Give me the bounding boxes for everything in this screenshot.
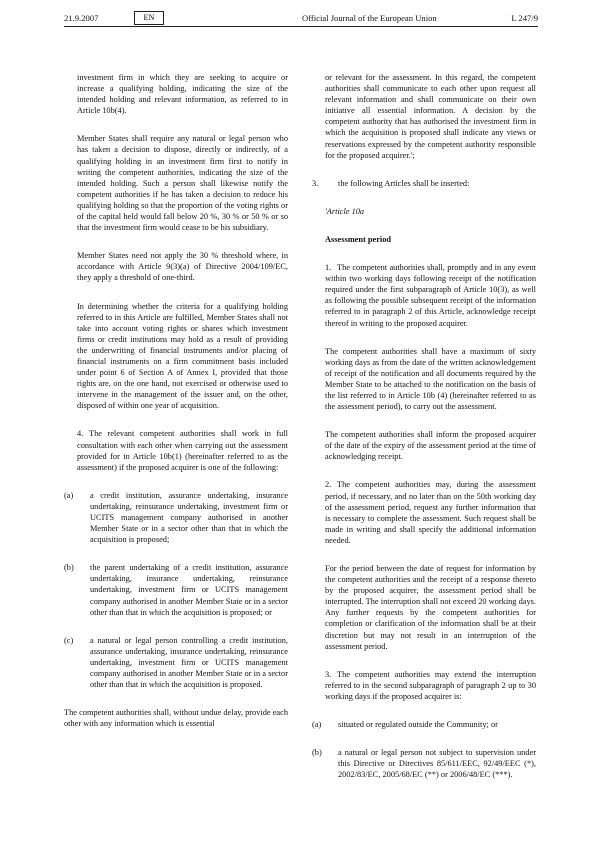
- list-item-label: (a): [312, 720, 322, 730]
- paragraph: For the period between the date of request for information by the competent authorities and the receipt of a response thereto by the proposed acquirer, the assessment period shall be interrupted. The interruption shall not exceed 20 working days. Any further requests by the competent authorities for completion or clarification of the information shall be at their discretion but may not result in an interruption of the assessment period.: [325, 564, 536, 651]
- numbered-paragraph: [325, 479, 536, 546]
- paragraph: The competent authorities shall have a maximum of sixty working days as from the date of the written acknowledgement of receipt of the notification and all documents required by the Member State to be attached to the notification on the basis of the list referred to in Article 10b (4) (hereinafter referred to as the assessment period), to carry out the assessment.: [325, 346, 536, 412]
- paragraph: In determining whether the criteria for a qualifying holding referred to in this Article are fulfilled, Member States shall not take into account voting rights or shares which investment firms or credit institutions may hold as a result of providing the underwriting of financial instruments and/or placing of financial instruments on a firm commitment basis included under point 6 of Section A of Annex I, provided that those rights are, on the one hand, not exercised or otherwise used to intervene in the management of the issuer and, on the other, disposed of within one year of acquisition.: [77, 301, 288, 411]
- list-item: [312, 747, 536, 780]
- amendment-item: [312, 178, 536, 189]
- section-heading: Assessment period: [325, 234, 392, 244]
- paragraph-text: The relevant competent authorities shall work in full consultation with each other when carrying out the assessment provided for in Article 10b(1) (hereinafter referred to as the assessment) if the proposed acquirer is one of the following:: [77, 429, 288, 472]
- paragraph: investment firm in which they are seeking to acquire or increase a qualifying holding, indicating the size of the intended holding and relevant information, as referred to in Article 10b(4).: [77, 73, 288, 116]
- list-item: [64, 490, 288, 545]
- article-heading: 'Article 10a: [325, 206, 365, 216]
- right-column: [312, 72, 536, 797]
- amendment-number: 3.: [312, 178, 319, 188]
- list-item-text: a natural or legal person controlling a credit institution, assurance undertaking, insurance undertaking, reinsurance undertaking, investment firm or UCITS management company authorised in another Member State or in a sector other than that in which the acquisition is proposed.: [90, 635, 288, 690]
- paragraph: The competent authorities shall, without undue delay, provide each other with any information which is essential: [64, 708, 288, 729]
- list-item: [312, 719, 536, 730]
- paragraph-number: 1.: [325, 263, 332, 273]
- list-item-text: situated or regulated outside the Community; or: [338, 720, 498, 730]
- page-number: L 247/9: [511, 13, 538, 23]
- paragraph-text: The competent authorities may extend the interruption referred to in the second subparagraph of paragraph 2 up to 30 working days if the proposed acquirer is:: [325, 669, 536, 701]
- page-header: [64, 11, 538, 27]
- paragraph-text: The competent authorities may, during the assessment period, if necessary, and no later than on the 50th working day of the assessment period, request any further information that is necessary to complete the assessment. Such request shall be made in writing and shall specify the additional information needed.: [325, 480, 536, 545]
- list-item-label: (b): [312, 748, 322, 758]
- paragraph: The competent authorities shall inform the proposed acquirer of the date of the expiry of the assessment period at the time of acknowledging receipt.: [325, 430, 536, 462]
- list-item-label: (a): [64, 490, 74, 500]
- list-item-text: the parent undertaking of a credit institution, assurance undertaking, insurance undertaking, reinsurance undertaking, investment firm or UCITS management company authorised in another Member State or in a sector other than that in which the acquisition is proposed; or: [90, 563, 288, 617]
- list-item: [64, 635, 288, 690]
- paragraph: or relevant for the assessment. In this regard, the competent authorities shall communicate to each other upon request all relevant information and shall communicate on their own initiative all essential information. A decision by the competent authority that has authorised the investment firm in which the acquisition is proposed shall indicate any views or reservations expressed by the competent authority responsible for the proposed acquirer.';: [325, 73, 536, 160]
- list-item-text: a natural or legal person not subject to supervision under this Directive or Directives 85/611/EEC, 92/49/EEC (*), 2002/83/EC, 2005/68/EC (**) or 2006/48/EC (***).: [338, 748, 536, 780]
- paragraph: Member States need not apply the 30 % threshold where, in accordance with Article 9(3)(a) of Directive 2004/109/EC, they apply a threshold of one-third.: [77, 251, 288, 283]
- list-item-label: (c): [64, 635, 74, 645]
- paragraph-text: The competent authorities shall, promptly and in any event within two working days following receipt of the notification required under the first subparagraph of Article 10(3), as well as following the possible subsequent receipt of the information referred to in paragraph 2 of this Article, acknowledge receipt thereof in writing to the proposed acquirer.: [325, 263, 536, 328]
- paragraph-number: 4.: [77, 429, 84, 439]
- header-rule: [64, 26, 538, 27]
- header-date: 21.9.2007: [64, 13, 99, 23]
- journal-title: Official Journal of the European Union: [302, 13, 437, 23]
- paragraph: Member States shall require any natural or legal person who has taken a decision to dispose, directly or indirectly, of a qualifying holding in an investment firm first to notify in writing the competent authorities, indicating the size of the intended holding. Such a person shall likewise notify the competent authorities if he has taken a decision to reduce his qualifying holding so that the proportion of the voting rights or of the capital held would fall below 20 %, 30 % or 50 % or so that the investment firm would cease to be his subsidiary.: [77, 134, 288, 233]
- list-item: [64, 562, 288, 617]
- paragraph-number: 3.: [325, 669, 332, 679]
- list-item-text: a credit institution, assurance undertaking, insurance undertaking, reinsurance undertaking, investment firm or UCITS management company authorised in another Member State or in a sector other than that in which the acquisition is proposed;: [90, 490, 288, 545]
- numbered-paragraph: [77, 428, 288, 472]
- left-column: [64, 72, 288, 746]
- numbered-paragraph: [325, 262, 536, 329]
- list-item-label: (b): [64, 563, 74, 573]
- amendment-text: the following Articles shall be inserted:: [338, 178, 470, 188]
- language-box: EN: [134, 11, 164, 25]
- numbered-paragraph: [325, 669, 536, 702]
- paragraph-number: 2.: [325, 480, 332, 490]
